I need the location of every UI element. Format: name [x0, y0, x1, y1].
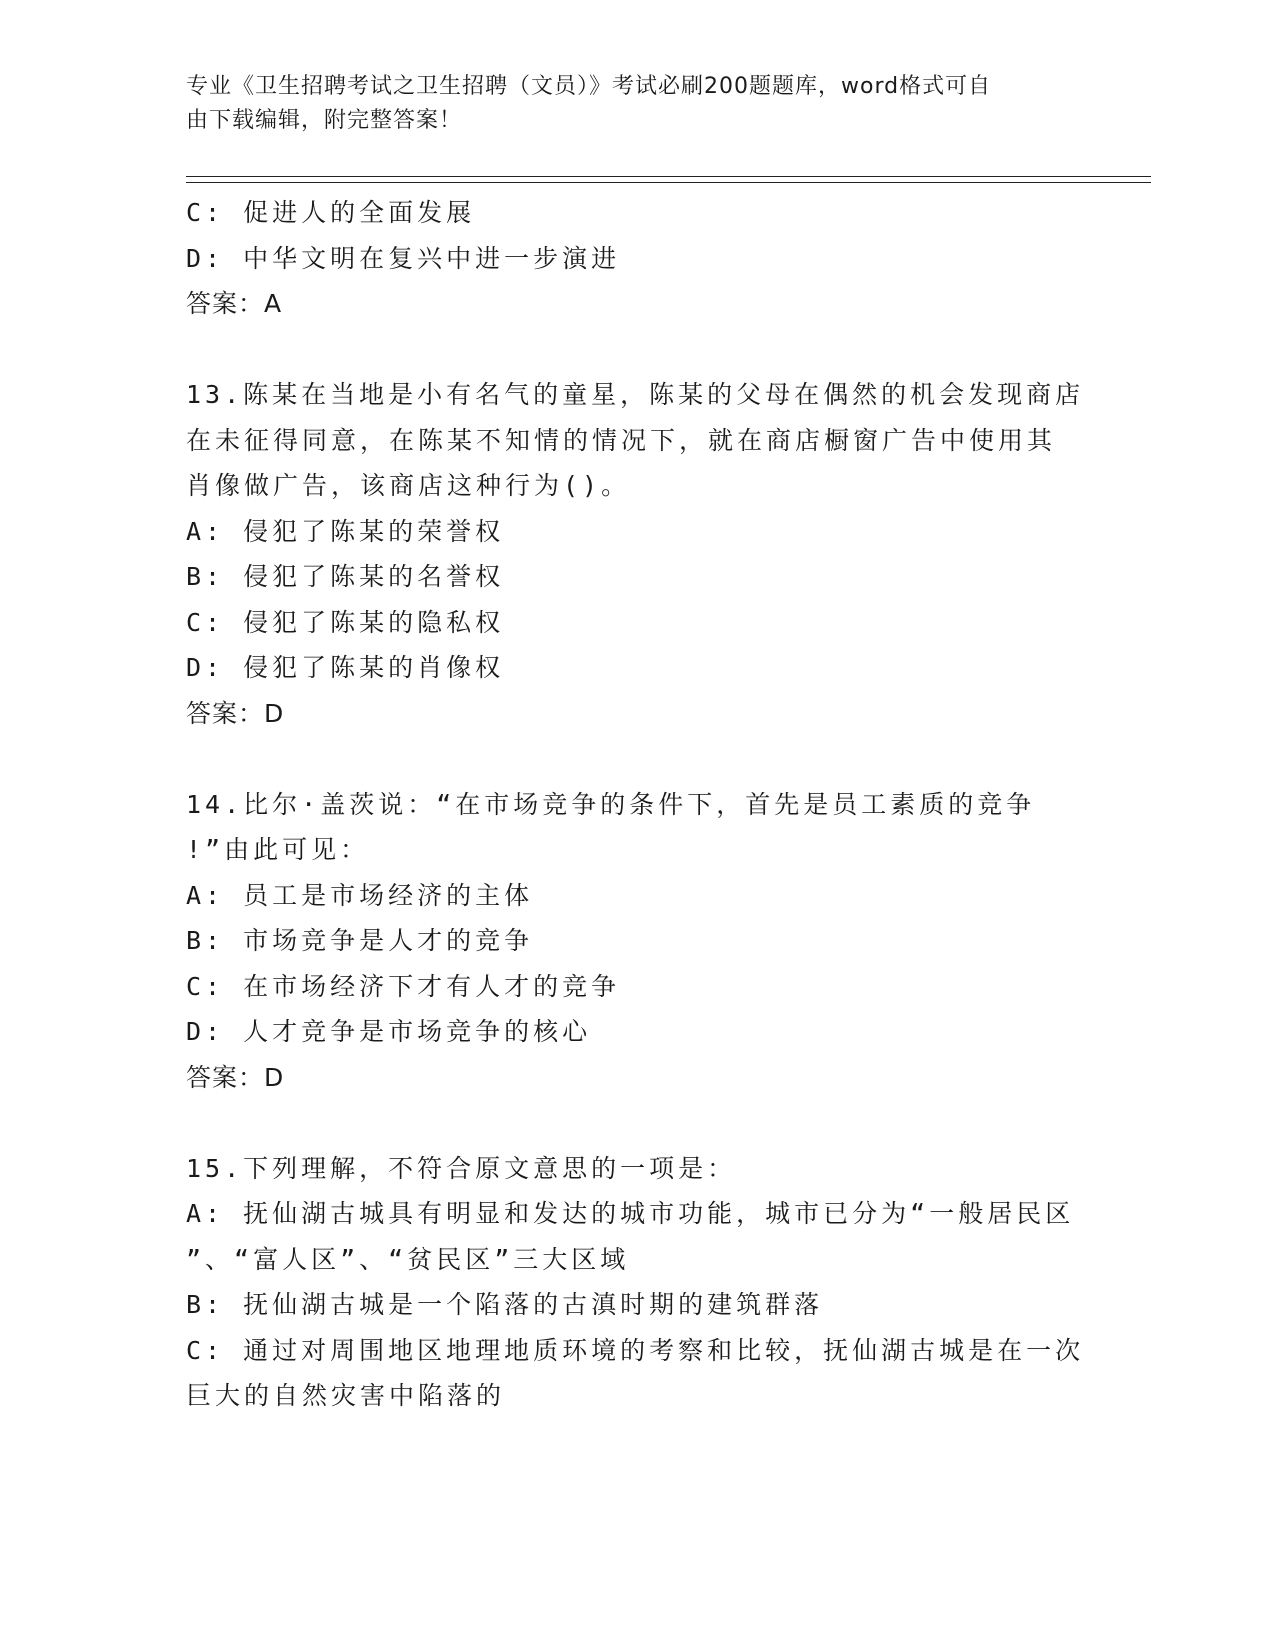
- question-stem: 肖像做广告，该商店这种行为()。: [186, 471, 631, 500]
- question-stem: 15.下列理解，不符合原文意思的一项是：: [186, 1153, 737, 1183]
- option-a: A: 侵犯了陈某的荣誉权: [186, 516, 505, 546]
- document-body: [186, 190, 1085, 1419]
- option-a: A: 抚仙湖古城具有明显和发达的城市功能，城市已分为“一般居民区: [186, 1199, 1075, 1228]
- spacer: [186, 327, 1076, 373]
- answer: 答案：D: [186, 698, 285, 728]
- option-c: C: 促进人的全面发展: [186, 198, 476, 227]
- option-c: C: 在市场经济下才有人才的竞争: [186, 971, 621, 1001]
- question-15: [186, 1146, 1085, 1419]
- question-stem: 13.陈某在当地是小有名气的童星，陈某的父母在偶然的机会发现商店: [186, 380, 1085, 409]
- header-divider-top: [186, 176, 1151, 177]
- page-header: [186, 70, 1066, 138]
- option-c-continued: 巨大的自然灾害中陷落的: [186, 1381, 506, 1410]
- header-divider-bottom: [186, 182, 1151, 183]
- question-stem: !”由此可见：: [186, 835, 370, 864]
- answer: 答案：A: [186, 289, 283, 318]
- option-b: B: 市场竞争是人才的竞争: [186, 926, 534, 955]
- question-stem: 在未征得同意，在陈某不知情的情况下，就在商店橱窗广告中使用其: [186, 425, 1057, 455]
- question-stem: 14.比尔·盖茨说：“在市场竞争的条件下，首先是员工素质的竞争: [186, 789, 1036, 819]
- option-d: D: 人才竞争是市场竞争的核心: [186, 1017, 592, 1046]
- header-line-1: 专业《卫生招聘考试之卫生招聘（文员）》考试必刷200题题库，word格式可自: [186, 74, 992, 99]
- header-line-2: 由下载编辑，附完整答案！: [186, 108, 463, 133]
- answer: 答案：D: [186, 1062, 285, 1092]
- question-13: [186, 372, 1085, 736]
- spacer: [186, 1100, 1076, 1146]
- question-14: [186, 782, 1076, 1101]
- spacer: [186, 736, 1076, 782]
- option-b: B: 抚仙湖古城是一个陷落的古滇时期的建筑群落: [186, 1290, 824, 1319]
- option-d: D: 侵犯了陈某的肖像权: [186, 653, 505, 682]
- question-12-tail: [186, 190, 1076, 327]
- option-a-continued: ”、“富人区”、“贫民区”三大区域: [186, 1244, 630, 1274]
- option-c: C: 侵犯了陈某的隐私权: [186, 607, 505, 637]
- option-c: C: 通过对周围地区地理地质环境的考察和比较，抚仙湖古城是在一次: [186, 1335, 1085, 1365]
- option-b: B: 侵犯了陈某的名誉权: [186, 562, 505, 591]
- option-a: A: 员工是市场经济的主体: [186, 880, 534, 910]
- option-d: D: 中华文明在复兴中进一步演进: [186, 243, 621, 273]
